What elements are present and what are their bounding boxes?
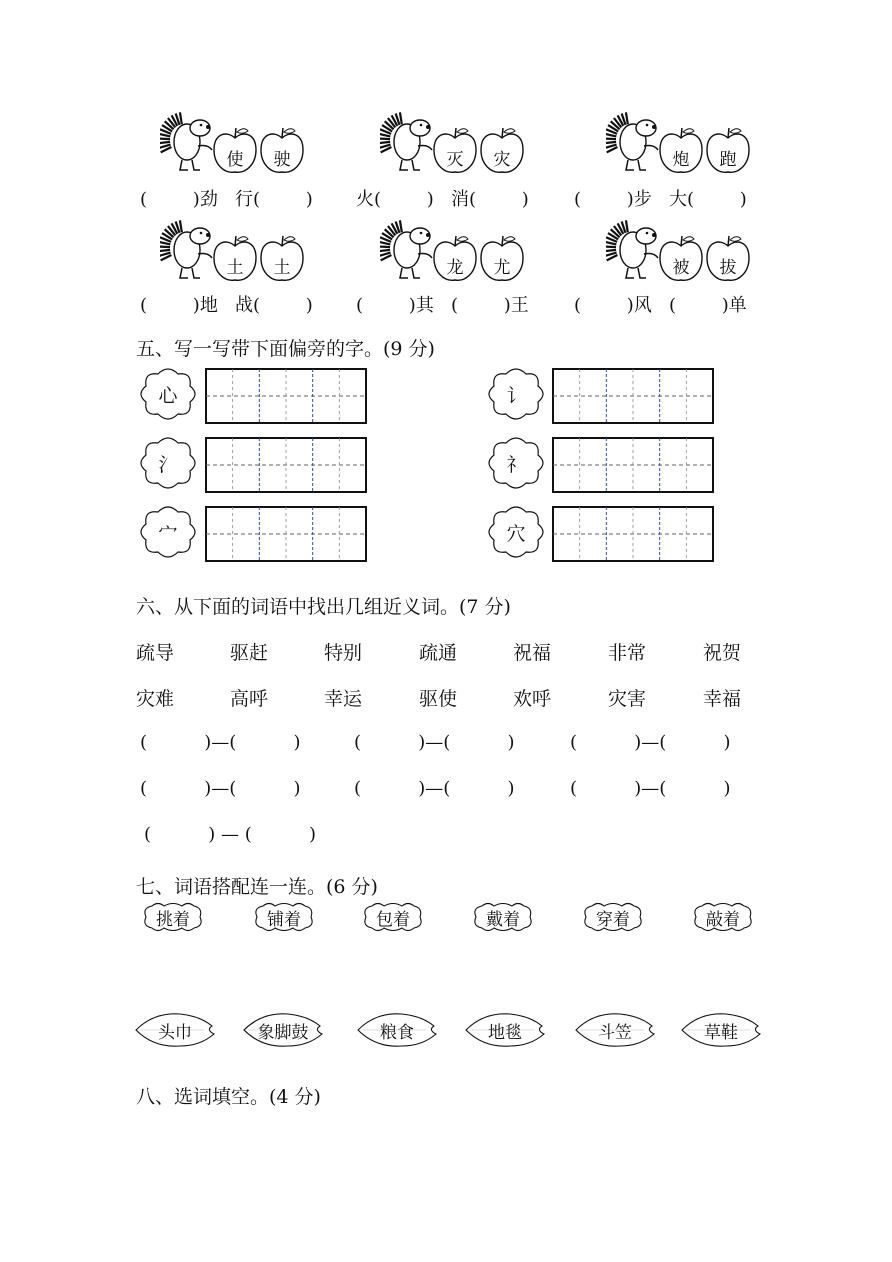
section8-title: 八、选词填空。(4 分)	[136, 1086, 321, 1108]
apple-char: 驶	[273, 149, 291, 170]
apple-icon	[658, 126, 704, 176]
apple-char: 灭	[446, 149, 464, 170]
vocab-word: 幸运	[324, 688, 363, 710]
leaf-word[interactable]	[242, 1010, 324, 1050]
hedgehog-icon	[606, 218, 662, 282]
apple-char: 跑	[719, 149, 737, 170]
radical-char: 礻	[506, 453, 526, 476]
radical-char: 心	[158, 384, 178, 407]
apple-icon	[479, 234, 525, 284]
leaf-word-label: 草鞋	[704, 1022, 738, 1043]
writing-grid[interactable]	[205, 368, 367, 424]
flower-icon	[136, 435, 200, 491]
vocab-word: 非常	[608, 642, 647, 664]
cloud-word-label: 铺着	[267, 909, 301, 930]
leaf-word[interactable]	[464, 1010, 546, 1050]
section6-title: 六、从下面的词语中找出几组近义词。(7 分)	[136, 596, 511, 618]
cloud-word-label: 包着	[376, 909, 410, 930]
radical-char: 讠	[506, 384, 526, 407]
cloud-word[interactable]	[582, 902, 644, 932]
vocab-word: 灾害	[608, 688, 647, 710]
leaf-word-label: 斗笠	[598, 1022, 632, 1043]
radical-char: 穴	[506, 522, 526, 545]
leaf-word-label: 头巾	[158, 1022, 192, 1043]
writing-grid[interactable]	[552, 368, 714, 424]
synonym-pair-blank[interactable]: ( )—( )	[570, 778, 731, 799]
synonym-pair-blank[interactable]: ( )—( )	[140, 778, 301, 799]
flower-icon	[136, 366, 200, 422]
apple-char: 土	[273, 257, 291, 278]
section7-title: 七、词语搭配连一连。(6 分)	[136, 876, 378, 898]
fill-blank-line: ( )地 战( )	[140, 295, 313, 316]
apple-char: 拔	[719, 257, 737, 278]
cloud-word[interactable]	[253, 902, 315, 932]
vocab-word: 幸福	[703, 688, 742, 710]
apple-icon	[212, 126, 258, 176]
writing-grid[interactable]	[552, 506, 714, 562]
hedgehog-icon	[380, 218, 436, 282]
leaf-word-label: 象脚鼓	[257, 1022, 309, 1043]
apple-icon	[479, 126, 525, 176]
fill-blank-line: ( )风 ( )单	[574, 295, 747, 316]
apple-char: 龙	[446, 257, 464, 278]
section5-title: 五、写一写带下面偏旁的字。(9 分)	[136, 338, 435, 360]
fill-blank-line: ( )其 ( )王	[356, 295, 529, 316]
apple-icon	[705, 234, 751, 284]
cloud-word[interactable]	[362, 902, 424, 932]
leaf-word-label: 地毯	[488, 1022, 522, 1043]
cloud-word[interactable]	[142, 902, 204, 932]
apple-char: 灾	[493, 149, 511, 170]
radical-char: 宀	[158, 522, 178, 545]
vocab-word: 特别	[324, 642, 363, 664]
leaf-word-label: 粮食	[380, 1022, 414, 1043]
apple-char: 尤	[493, 257, 511, 278]
synonym-pair-blank[interactable]: ( )—( )	[570, 732, 731, 753]
apple-char: 土	[226, 257, 244, 278]
cloud-word-label: 敲着	[706, 909, 740, 930]
flower-icon	[484, 366, 548, 422]
apple-char: 使	[226, 149, 244, 170]
fill-blank-line: 火( ) 消( )	[356, 189, 529, 210]
writing-grid[interactable]	[552, 437, 714, 493]
vocab-word: 疏通	[419, 642, 458, 664]
synonym-pair-blank[interactable]: ( ) — ( )	[144, 824, 316, 845]
leaf-word[interactable]	[134, 1010, 216, 1050]
apple-icon	[432, 234, 478, 284]
cloud-word[interactable]	[472, 902, 534, 932]
radical-char: 氵	[158, 453, 178, 476]
apple-icon	[432, 126, 478, 176]
vocab-word: 疏导	[136, 642, 175, 664]
writing-grid[interactable]	[205, 506, 367, 562]
hedgehog-icon	[606, 110, 662, 174]
cloud-word-label: 穿着	[596, 909, 630, 930]
hedgehog-icon	[380, 110, 436, 174]
leaf-word[interactable]	[574, 1010, 656, 1050]
flower-icon	[136, 504, 200, 560]
apple-char: 炮	[672, 149, 690, 170]
vocab-word: 祝福	[513, 642, 552, 664]
synonym-pair-blank[interactable]: ( )—( )	[354, 732, 515, 753]
apple-icon	[705, 126, 751, 176]
vocab-word: 灾难	[136, 688, 175, 710]
synonym-pair-blank[interactable]: ( )—( )	[140, 732, 301, 753]
cloud-word-label: 挑着	[156, 909, 190, 930]
apple-char: 被	[672, 257, 690, 278]
vocab-word: 驱使	[419, 688, 458, 710]
leaf-word[interactable]	[356, 1010, 438, 1050]
hedgehog-icon	[160, 218, 216, 282]
writing-grid[interactable]	[205, 437, 367, 493]
apple-icon	[658, 234, 704, 284]
vocab-word: 欢呼	[513, 688, 552, 710]
flower-icon	[484, 435, 548, 491]
apple-icon	[259, 234, 305, 284]
hedgehog-icon	[160, 110, 216, 174]
leaf-word[interactable]	[680, 1010, 762, 1050]
fill-blank-line: ( )劲 行( )	[140, 189, 313, 210]
flower-icon	[484, 504, 548, 560]
cloud-word[interactable]	[692, 902, 754, 932]
cloud-word-label: 戴着	[486, 909, 520, 930]
apple-icon	[259, 126, 305, 176]
vocab-word: 祝贺	[703, 642, 742, 664]
fill-blank-line: ( )步 大( )	[574, 189, 747, 210]
vocab-word: 驱赶	[230, 642, 269, 664]
synonym-pair-blank[interactable]: ( )—( )	[354, 778, 515, 799]
apple-icon	[212, 234, 258, 284]
vocab-word: 高呼	[230, 688, 269, 710]
